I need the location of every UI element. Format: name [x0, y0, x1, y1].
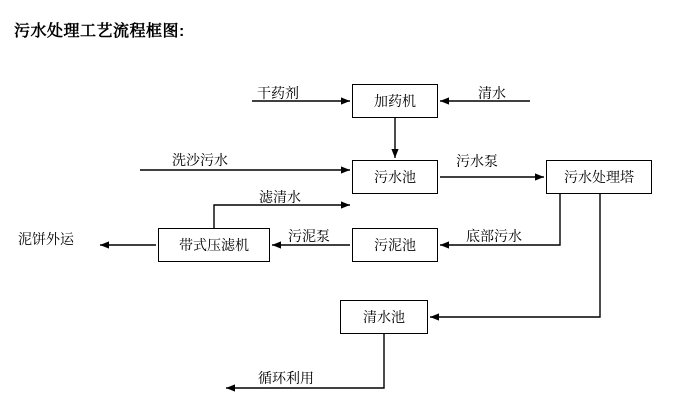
label-mud-cake-transport: 泥饼外运	[18, 231, 74, 247]
label-clean-water-in: 清水	[478, 85, 506, 101]
arrowhead-tower-to-clean-water-pool	[430, 313, 439, 320]
arrowhead-sludge-to-belt-press	[272, 241, 281, 248]
node-label: 带式压滤机	[179, 237, 249, 253]
arrowhead-filtrate-to-sewage-pool	[341, 201, 350, 208]
node-clean-water-pool[interactable]	[340, 300, 428, 334]
arrowhead-clean-water-pool-to-recycle	[226, 384, 235, 391]
node-label: 污泥池	[374, 237, 416, 253]
arrowhead-dry-agent-to-dosing	[341, 97, 350, 104]
node-label: 清水池	[363, 309, 405, 325]
node-belt-filter-press[interactable]	[158, 228, 270, 262]
label-bottom-sewage: 底部污水	[466, 228, 522, 244]
node-label: 加药机	[374, 93, 416, 109]
arrowhead-belt-press-to-mud-cake	[100, 241, 109, 248]
node-sludge-pool[interactable]	[352, 228, 438, 262]
connector-tower-to-clean-water-pool	[430, 194, 600, 317]
node-sewage-treatment-tower[interactable]	[546, 160, 652, 194]
node-sewage-pool[interactable]	[352, 160, 438, 194]
label-filtrate-clear-water: 滤清水	[259, 189, 301, 205]
node-dosing-machine[interactable]	[352, 84, 438, 118]
arrowhead-sewage-pool-to-tower	[535, 173, 544, 180]
node-label: 污水处理塔	[564, 169, 634, 185]
label-dry-agent: 干药剂	[257, 85, 299, 101]
node-label: 污水池	[374, 169, 416, 185]
label-sludge-pump: 污泥泵	[288, 228, 330, 244]
arrowhead-tower-bottom-to-sludge-pool	[440, 241, 449, 248]
arrowhead-sand-washing-to-sewage-pool	[341, 166, 350, 173]
connector-filtrate-to-sewage-pool	[214, 205, 350, 228]
arrowhead-clean-water-to-dosing	[440, 97, 449, 104]
arrowhead-dosing-to-sewage-pool	[391, 149, 398, 158]
page-title: 污水处理工艺流程框图:	[14, 23, 185, 40]
label-sewage-pump: 污水泵	[456, 153, 498, 169]
label-sand-washing-sewage: 洗沙污水	[172, 152, 228, 168]
label-recycle-use: 循环利用	[258, 370, 314, 386]
